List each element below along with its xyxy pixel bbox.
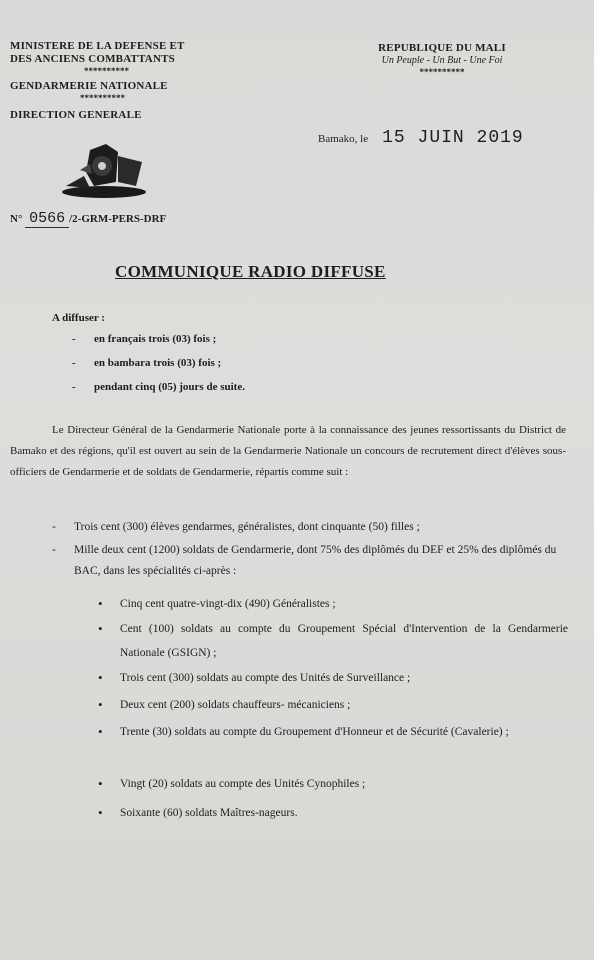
gendarmerie-emblem-icon — [60, 142, 152, 200]
stars-separator-1: ********** — [84, 66, 129, 76]
main-list-item-text: Trois cent (300) élèves gendarmes, généralistes, dont cinquante (50) filles ; — [74, 521, 420, 533]
date-stamp: 15 JUIN 2019 — [382, 128, 524, 148]
direction-line: DIRECTION GENERALE — [10, 109, 142, 121]
gendarmerie-line: GENDARMERIE NATIONALE — [10, 80, 168, 92]
specialty-text: Vingt (20) soldats au compte des Unités Cynophiles ; — [120, 778, 366, 790]
republic-name: REPUBLIQUE DU MALI — [378, 42, 506, 54]
date-label: Bamako, le — [318, 133, 369, 145]
specialty-item: • Cinq cent quatre-vingt-dix (490) Généralistes ; — [98, 592, 568, 616]
reference-suffix: /2-GRM-PERS-DRF — [69, 213, 167, 225]
republic-motto: Un Peuple - Un But - Une Foi — [381, 55, 503, 66]
specialty-text: Trois cent (300) soldats au compte des Unités de Surveillance ; — [120, 672, 411, 684]
stars-separator-3: ********** — [419, 67, 465, 77]
specialty-item: • Soixante (60) soldats Maîtres-nageurs. — [98, 801, 568, 825]
diffusion-item: - pendant cinq (05) jours de suite. — [72, 381, 245, 405]
specialty-text: Soixante (60) soldats Maîtres-nageurs. — [120, 807, 298, 819]
specialty-item: • Cent (100) soldats au compte du Groupement Spécial d'Intervention de la Gendarmerie Nationale (GSIGN) ; — [98, 617, 568, 665]
specialty-text: Trente (30) soldats au compte du Groupement d'Honneur et de Sécurité (Cavalerie) ; — [120, 726, 509, 738]
main-list-item: - Mille deux cent (1200) soldats de Gendarmerie, dont 75% des diplômés du DEF et 25% des diplômés du BAC, dans les spécialités ci-après : — [52, 540, 562, 582]
issuer-block — [10, 40, 250, 122]
stars-separator-2: ********** — [80, 93, 125, 103]
document-title: COMMUNIQUE RADIO DIFFUSE — [115, 262, 386, 281]
specialty-item: • Vingt (20) soldats au compte des Unités Cynophiles ; — [98, 772, 568, 796]
specialty-text: Deux cent (200) soldats chauffeurs- mécaniciens ; — [120, 699, 351, 711]
specialty-item: • Trente (30) soldats au compte du Groupement d'Honneur et de Sécurité (Cavalerie) ; — [98, 720, 568, 744]
diffusion-item-text: en bambara trois (03) fois ; — [94, 357, 222, 369]
diffusion-item: - en bambara trois (03) fois ; — [72, 357, 245, 381]
republic-block — [352, 42, 532, 77]
diffusion-item: - en français trois (03) fois ; — [72, 333, 245, 357]
diffusion-label: A diffuser : — [52, 312, 105, 324]
ministry-line-2: DES ANCIENS COMBATTANTS — [10, 53, 175, 65]
specialty-item: • Deux cent (200) soldats chauffeurs- mécaniciens ; — [98, 693, 568, 717]
diffusion-list — [72, 333, 245, 405]
specialty-item: • Trois cent (300) soldats au compte des Unités de Surveillance ; — [98, 666, 568, 690]
date-line — [318, 128, 524, 148]
main-list-item: - Trois cent (300) élèves gendarmes, généralistes, dont cinquante (50) filles ; — [52, 517, 562, 538]
main-list-item-text: Mille deux cent (1200) soldats de Gendarmerie, dont 75% des diplômés du DEF et 25% des diplômés du BAC, dans les spécialités ci-après : — [74, 544, 557, 577]
specialty-text: Cinq cent quatre-vingt-dix (490) Généralistes ; — [120, 598, 336, 610]
reference-number: 0566 — [25, 210, 69, 228]
diffusion-item-text: pendant cinq (05) jours de suite. — [94, 381, 245, 393]
reference-prefix: N° — [10, 213, 23, 225]
diffusion-item-text: en français trois (03) fois ; — [94, 333, 217, 345]
ministry-line-1: MINISTERE DE LA DEFENSE ET — [10, 40, 185, 52]
specialty-text: Cent (100) soldats au compte du Groupement Spécial d'Intervention de la Gendarmerie Nationale (GSIGN) ; — [120, 623, 568, 659]
reference-line — [10, 210, 166, 227]
body-paragraph: Le Directeur Général de la Gendarmerie Nationale porte à la connaissance des jeunes ressortissants du District de Bamako et des régions, qu'il est ouvert au sein de la Gendarmerie Nationale un concours de recrutement direct d'élèves sous-officiers de Gendarmerie et de soldats de Gendarmerie, répartis comme suit : — [10, 424, 566, 478]
